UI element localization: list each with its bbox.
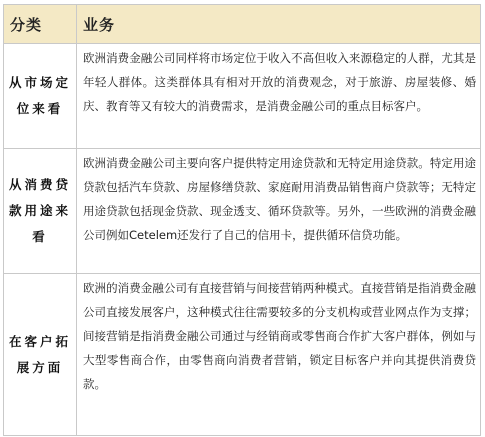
- row-category-loan-usage: 从消费贷款用途来看: [4, 149, 77, 274]
- table-row: [4, 44, 481, 149]
- table-row: [4, 149, 481, 274]
- table-row: [4, 274, 481, 436]
- row-content-market-position: 欧洲消费金融公司同样将市场定位于收入不高但收入来源稳定的人群，尤其是年轻人群体。这类群体具有相对开放的消费观念，对于旅游、房屋装修、婚庆、教育等又有较大的消费需求，是消费金融公司的重点目标客户。: [77, 44, 481, 149]
- table-header: [4, 5, 481, 44]
- header-row: [4, 5, 481, 44]
- business-table: [3, 4, 481, 436]
- header-business: 业务: [77, 5, 481, 44]
- table-body: [4, 44, 481, 436]
- row-category-customer-expansion: 在客户拓展方面: [4, 274, 77, 436]
- header-category: 分类: [4, 5, 77, 44]
- row-category-market-position: 从市场定位来看: [4, 44, 77, 149]
- row-content-loan-usage: 欧洲消费金融公司主要向客户提供特定用途贷款和无特定用途贷款。特定用途贷款包括汽车贷款、房屋修缮贷款、家庭耐用消费品销售商户贷款等；无特定用途贷款包括现金贷款、现金透支、循环贷款等。另外，一些欧洲的消费金融公司例如Cetelem还发行了自己的信用卡，提供循环信贷功能。: [77, 149, 481, 274]
- row-content-customer-expansion: 欧洲的消费金融公司有直接营销与间接营销两种模式。直接营销是指消费金融公司直接发展客户，这种模式往往需要较多的分支机构或营业网点作为支撑；间接营销是指消费金融公司通过与经销商或零售商合作扩大客户群体，例如与大型零售商合作，由零售商向消费者营销，锁定目标客户并向其提供消费贷款。: [77, 274, 481, 436]
